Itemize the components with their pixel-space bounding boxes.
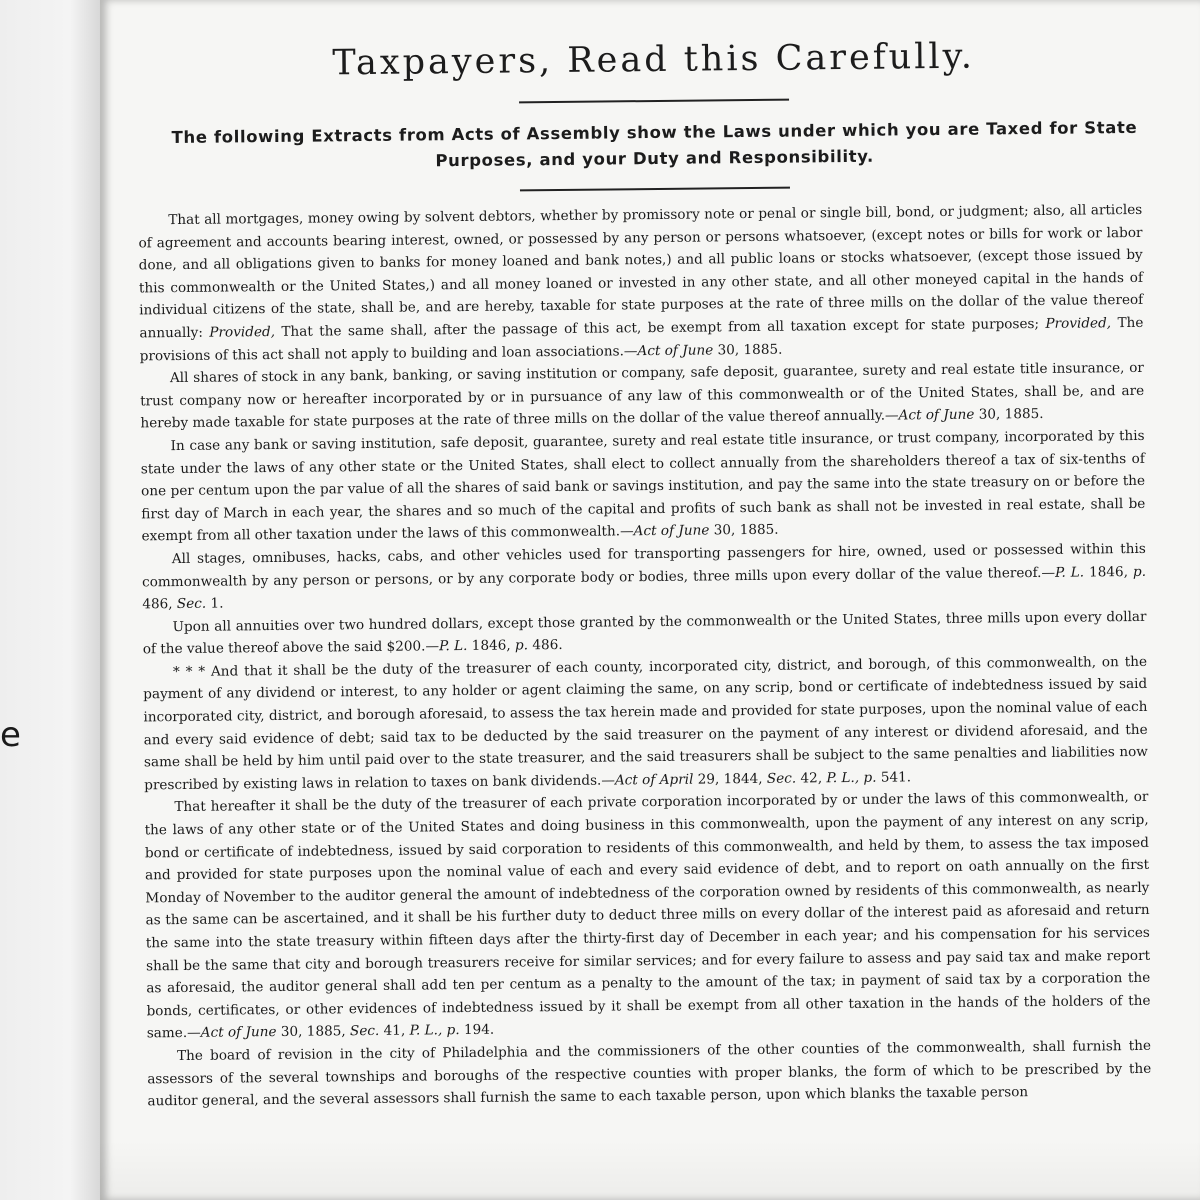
citation-italic-text: Provided, (1045, 315, 1112, 332)
subtitle-divider (520, 187, 790, 192)
paragraph-text: That all mortgages, money owing by solvent debtors, whether by promissory note or penal or single bill, bond, or judgment; also, all articles of agreement and accounts bearing interest, owned, or possessed by any person or persons whatsoever, (except notes or bills for work or labor done, and all obligations given to banks for money loaned and bank notes,) and all public loans or stocks whatsoever, (except those issued by this commonwealth or the United States,) and all money loaned or invested in any other state, and all other moneyed capital in the hands of individual citizens of the state, shall be, and are hereby, taxable for state purposes at the rate of three mills on the dollar of the value thereof annually: (138, 201, 1144, 342)
adjacent-page-letter: e (0, 715, 21, 755)
citation-italic-text: P. L., (409, 1022, 443, 1039)
paragraph-text: 29, 1844, (693, 770, 767, 788)
citation-italic-text: P. L. (1054, 564, 1085, 581)
body-paragraph (140, 357, 1145, 435)
citation-italic-text: Sec. (349, 1023, 380, 1040)
citation-italic-text: p. (1132, 563, 1147, 580)
paragraph-text: In case any bank or saving institution, safe deposit, guarantee, surety and real estate title insurance, or trust company, incorporated by this state under the laws of any other state or the United States, shall elect to collect annually from the shareholders thereof a tax of six-tenths of one per centum upon the par value of all the shares of said bank or savings institution, and pay the same into the state treasury on or before the first day of March in each year, the shares and so much of the capital and profits of such bank as shall not be invested in real estate, shall be exempt from all other taxation under the laws of this commonwealth.— (140, 427, 1146, 545)
paragraph-text: Upon all annuities over two hundred dollars, except those granted by the commonwealth or the United States, three mills upon every dollar of the value thereof above the said $200.— (142, 608, 1147, 658)
paragraph-text: 30, 1885. (974, 406, 1044, 424)
document-page (100, 0, 1200, 1200)
title-divider (519, 99, 789, 104)
paragraph-text: The board of revision in the city of Philadelphia and the commissioners of the other counties of the commonwealth, shall furnish the assessors of the several townships and boroughs of the respective counties with proper blanks, the form of which to be prescribed by the auditor general, and the several assessors shall furnish the same to each taxable person, upon which blanks the taxable person (147, 1037, 1152, 1110)
paragraph-text: 30, 1885. (713, 341, 783, 358)
citation-italic-text: Act of June (633, 522, 710, 540)
citation-italic-text: Act of June (898, 407, 975, 424)
citation-italic-text: P. L. (438, 638, 468, 655)
citation-italic-text: Sec. (766, 770, 797, 787)
citation-italic-text: Sec. (176, 595, 207, 613)
paragraph-text: 486, (142, 596, 177, 613)
citation-italic-text: P. L., (826, 769, 860, 787)
paragraph-text: 541. (876, 769, 912, 786)
paragraph-text: 486. (527, 637, 563, 654)
citation-italic-text: Act of June (200, 1024, 277, 1042)
body-paragraph (143, 651, 1148, 797)
citation-italic-text: Act of June (637, 341, 714, 359)
paragraph-text: 1. (206, 595, 224, 612)
paragraph-text: 194. (459, 1022, 495, 1039)
citation-italic-text: Act of April (614, 771, 694, 789)
paragraph-text: 1846, (467, 637, 516, 655)
body-paragraph (138, 199, 1144, 368)
document-content (118, 0, 1200, 1113)
paragraph-text: That the same shall, after the passage of this act, be exempt from all taxation except for state purposes; (274, 315, 1046, 340)
page-shading (100, 1140, 1200, 1200)
paragraph-text: 42, (796, 770, 827, 787)
citation-italic-text: p. (446, 1022, 460, 1039)
document-subtitle: The following Extracts from Acts of Assembly show the Laws under which you are Taxed for State Purposes, and your Duty and Responsibility. (171, 117, 1138, 171)
citation-italic-text: p. (863, 769, 877, 786)
paragraph-text: 30, 1885, (276, 1023, 351, 1041)
citation-italic-text: p. (514, 637, 529, 654)
paragraph-text: 30, 1885. (709, 522, 779, 539)
paragraph-text: All stages, omnibuses, hacks, cabs, and other vehicles used for transporting passengers for hire, owned, used or possessed within this commonwealth by any person or persons, or by any corporate body or bodies, three mills upon every dollar of the value thereof.— (141, 540, 1146, 590)
paragraph-text: * * * And that it shall be the duty of the treasurer of each county, incorporated city, district, and borough, of this commonwealth, on the payment of any dividend or interest, to any holder or agent claiming the same, on any scrip, bond or certificate of indebtedness issued by said incorporated city, district, and borough aforesaid, to assess the tax herein made and provided for state purposes, upon the nominal value of each and every said evidence of debt; said tax to be deducted by the said treasurer on the payment of any interest or dividend aforesaid, and the same shall be held by him until paid over to the state treasurer, and the said treasurers shall be subject to the same penalties and liabilities now prescribed by existing laws in relation to taxes on bank dividends.— (143, 653, 1148, 794)
paragraph-text: The provisions of this act shall not apply to building and loan associations.— (139, 314, 1144, 364)
body-paragraph (144, 786, 1151, 1045)
paragraph-text: That hereafter it shall be the duty of the treasurer of each private corporation incorporated by or under the laws of this commonwealth, or the laws of any other state or of the United States and doing business in this commonwealth, upon the payment of any interest on any scrip, bond or certificate of indebtedness, issued by said corporation to residents of this commonwealth, and held by them, to assess the tax imposed and provided for state purposes upon the nominal value of each and every said evidence of debt, and to report on oath annually on the first Monday of November to the auditor general the amount of indebtedness of the corporation owned by residents of this commonwealth, as nearly as the same can be ascertained, and it shall be his further duty to deduct three mills on every dollar of the interest paid as aforesaid and return the same into the state treasury within fifteen days after the thirty-first day of December in each year; and his compensation for his services shall be the same that city and borough treasurers receive for similar services; and for every failure to assess and pay said tax and make report as aforesaid, the auditor general shall add ten per centum as a penalty to the amount of the tax; in payment of said tax by a corporation the bonds, certificates, or other evidences of indebtedness issued by it shall be exempt from all other taxation in the hands of the holders of the same.— (144, 789, 1151, 1042)
adjacent-page (0, 0, 100, 1200)
body-paragraph (147, 1035, 1152, 1113)
paragraph-text: 1846, (1083, 563, 1134, 581)
body-paragraph (141, 425, 1146, 548)
citation-italic-text: Provided, (209, 323, 276, 341)
body-paragraph (142, 538, 1147, 616)
paragraph-text: All shares of stock in any bank, banking, or saving institution or company, safe deposit, guarantee, surety and real estate title insurance, or trust company now or hereafter incorporated by or in pursuance of any law of this commonwealth or of the United States, shall be, and are hereby made taxable for state purposes at the rate of three mills on the dollar of the value thereof annually.— (140, 360, 1145, 432)
document-body (138, 199, 1151, 1113)
paragraph-text: 41, (379, 1022, 410, 1040)
document-title: Taxpayers, Read this Carefully. (332, 36, 976, 84)
